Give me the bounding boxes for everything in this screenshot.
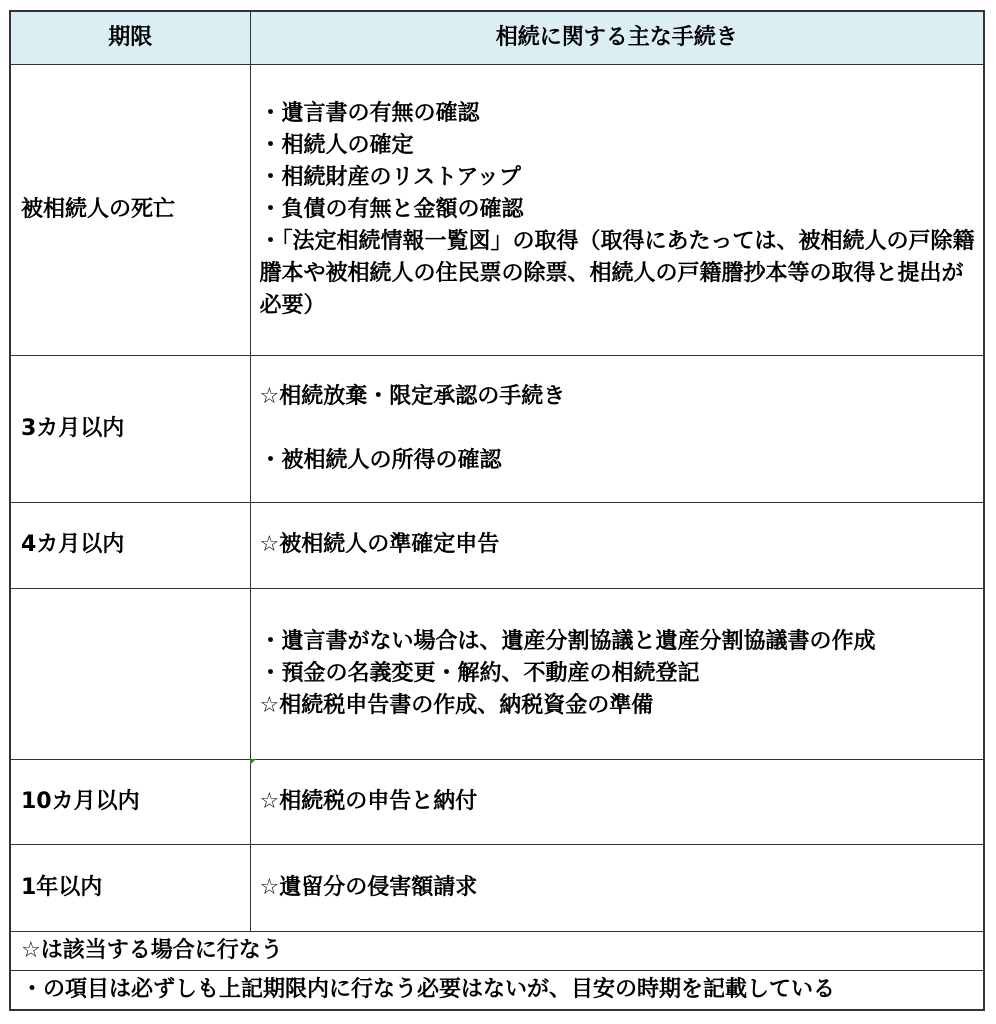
item-spacer [260, 413, 978, 445]
procedure-item: ・遺言書の有無の確認 [259, 100, 480, 126]
deadline-cell [11, 588, 250, 759]
procedures-cell [250, 502, 983, 588]
procedure-item: ・遺言書がない場合は、遺産分割協議と遺産分割協議書の作成 [259, 628, 876, 654]
procedures-cell [250, 355, 983, 502]
procedure-item: ・相続財産のリストアップ [259, 164, 521, 190]
procedures-cell [250, 844, 983, 931]
deadline-cell: 被相続人の死亡 [11, 64, 250, 355]
table-row [11, 502, 983, 588]
notes-section [11, 931, 983, 1009]
note-dot-meaning: ・の項目は必ずしも上記期限内に行なう必要はないが、目安の時期を記載している [11, 970, 983, 1009]
table-row [11, 64, 983, 355]
procedure-item: ☆相続税申告書の作成、納税資金の準備 [259, 692, 654, 718]
deadline-cell: 1年以内 [11, 844, 250, 931]
procedures-cell [250, 759, 983, 844]
procedure-item: ・「法定相続情報一覧図」の取得（取得にあたっては、被相続人の戸除籍謄本や被相続人の住民票の除票、相続人の戸籍謄抄本等の取得と提出が必要） [259, 228, 975, 318]
table-row [11, 588, 983, 759]
procedure-item: ・預金の名義変更・解約、不動産の相続登記 [259, 660, 700, 686]
table-row [11, 844, 983, 931]
procedure-item: ☆被相続人の準確定申告 [259, 532, 500, 557]
procedures-cell [250, 64, 983, 355]
procedure-item: ☆相続税の申告と納付 [259, 788, 478, 814]
procedure-item: ・負債の有無と金額の確認 [259, 196, 524, 222]
deadline-cell: 10カ月以内 [11, 759, 250, 844]
table-row [11, 355, 983, 502]
deadline-cell: 3カ月以内 [11, 355, 250, 502]
procedures-column-header: 相続に関する主な手続き [250, 12, 983, 64]
procedure-item: ・相続人の確定 [259, 132, 414, 158]
table-header-row [11, 12, 983, 64]
procedure-table [11, 12, 983, 931]
deadline-column-header: 期限 [11, 12, 250, 64]
deadline-cell: 4カ月以内 [11, 502, 250, 588]
procedures-cell [250, 588, 983, 759]
procedure-item: ☆相続放棄・限定承認の手続き [259, 383, 566, 409]
note-star-meaning: ☆は該当する場合に行なう [11, 931, 983, 970]
table-row [11, 759, 983, 844]
procedure-item: ☆遺留分の侵害額請求 [259, 874, 478, 900]
procedure-schedule-sheet [9, 10, 985, 1011]
procedure-item: ・被相続人の所得の確認 [259, 447, 502, 473]
